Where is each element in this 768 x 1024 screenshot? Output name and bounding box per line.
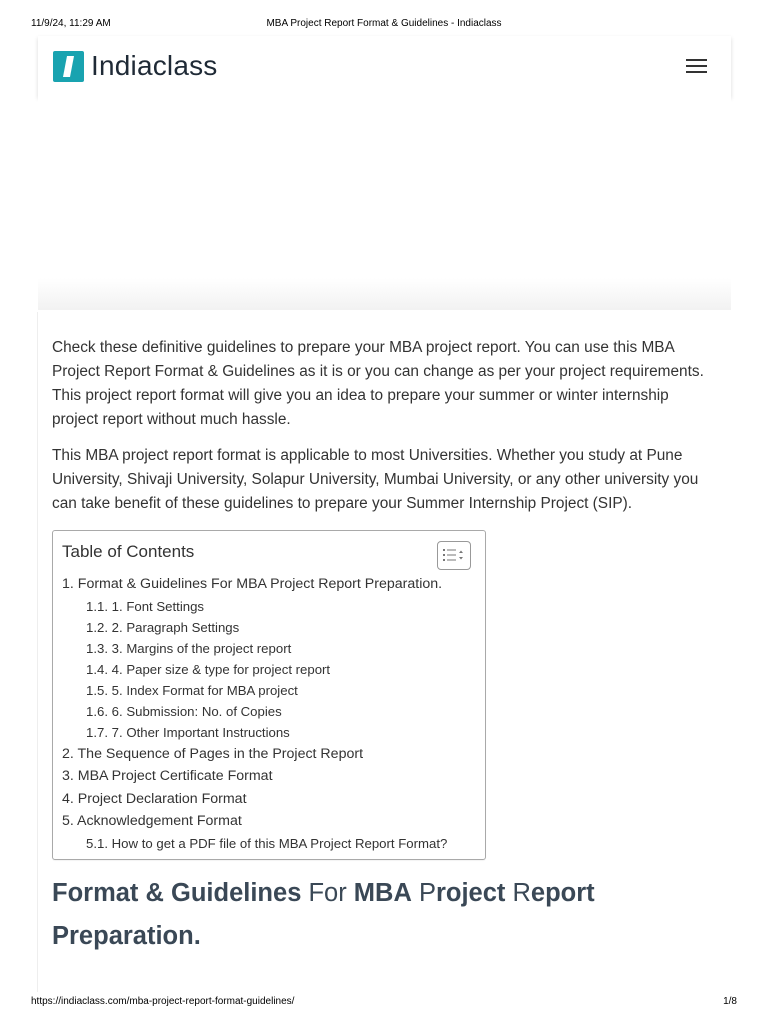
toc-link[interactable]: 5.1. How to get a PDF file of this MBA Project Report Format? — [86, 835, 448, 851]
toc-link[interactable]: 1.2. 2. Paragraph Settings — [86, 619, 240, 635]
print-document-title: MBA Project Report Format & Guidelines - Indiaclass — [266, 18, 502, 29]
print-datetime: 11/9/24, 11:29 AM — [31, 18, 111, 29]
table-of-contents — [52, 530, 486, 860]
intro-paragraph-2: This MBA project report format is applicable to most Universities. Whether you study at Pune University, Shivaji University, Solapur University, Mumbai University, or any other university you can take benefit of these guidelines to prepare your Summer Internship Project (SIP). — [52, 447, 699, 512]
toc-item — [62, 833, 447, 854]
toc-link[interactable]: 1.3. 3. Margins of the project report — [86, 640, 292, 656]
heading-part: roject — [435, 879, 506, 907]
toc-item — [62, 765, 447, 788]
heading-part: R — [505, 879, 531, 907]
toc-link[interactable]: 1.7. 7. Other Important Instructions — [86, 724, 290, 740]
toc-item — [62, 810, 447, 833]
print-page-number: 1/8 — [723, 996, 737, 1007]
toc-list — [62, 573, 447, 854]
toc-item — [62, 722, 447, 743]
toc-link[interactable]: 2. The Sequence of Pages in the Project Report — [62, 745, 364, 762]
toc-item — [62, 573, 447, 596]
toc-item — [62, 596, 447, 617]
intro-paragraph-1: Check these definitive guidelines to prepare your MBA project report. You can use this MBA Project Report Format & Guidelines as it is or you can change as per your project requirements. This project report format will give you an idea to prepare your summer or winter internship project report without much hassle. — [52, 339, 704, 428]
toc-link[interactable]: 1.6. 6. Submission: No. of Copies — [86, 703, 282, 719]
site-logo[interactable] — [53, 50, 218, 82]
toc-item — [62, 680, 447, 701]
toc-link[interactable]: 1.5. 5. Index Format for MBA project — [86, 682, 298, 698]
indiaclass-logo-icon — [53, 51, 84, 82]
toc-link[interactable]: 1.4. 4. Paper size & type for project report — [86, 661, 331, 677]
section-heading — [52, 872, 717, 958]
toc-link[interactable]: 1.1. 1. Font Settings — [86, 598, 205, 614]
toc-link[interactable]: 5. Acknowledgement Format — [62, 813, 242, 829]
heading-part: eport Preparation. — [52, 879, 595, 950]
toc-item — [62, 638, 447, 659]
list-toggle-icon[interactable] — [437, 541, 471, 570]
heading-part: For — [301, 879, 354, 907]
toc-item — [62, 743, 447, 766]
toc-title: Table of Contents — [62, 542, 195, 561]
logo-text: Indiaclass — [91, 50, 218, 81]
heading-part: P — [411, 879, 436, 907]
site-header — [38, 36, 731, 97]
ad-placeholder — [38, 97, 731, 310]
toc-link[interactable]: 3. MBA Project Certificate Format — [62, 768, 273, 784]
heading-part: MBA — [353, 879, 412, 907]
content-divider — [37, 312, 38, 992]
toc-item — [62, 701, 447, 722]
toc-link[interactable]: 1. Format & Guidelines For MBA Project Report Preparation. — [62, 576, 443, 592]
toc-item — [62, 617, 447, 638]
print-url: https://indiaclass.com/mba-project-report-format-guidelines/ — [31, 996, 295, 1007]
toc-link[interactable]: 4. Project Declaration Format — [62, 790, 247, 807]
toc-item — [62, 659, 447, 680]
toc-item — [62, 788, 447, 811]
article-intro — [52, 336, 717, 528]
hamburger-menu-icon[interactable] — [683, 54, 711, 78]
heading-part: Format & Guidelines — [52, 879, 302, 907]
